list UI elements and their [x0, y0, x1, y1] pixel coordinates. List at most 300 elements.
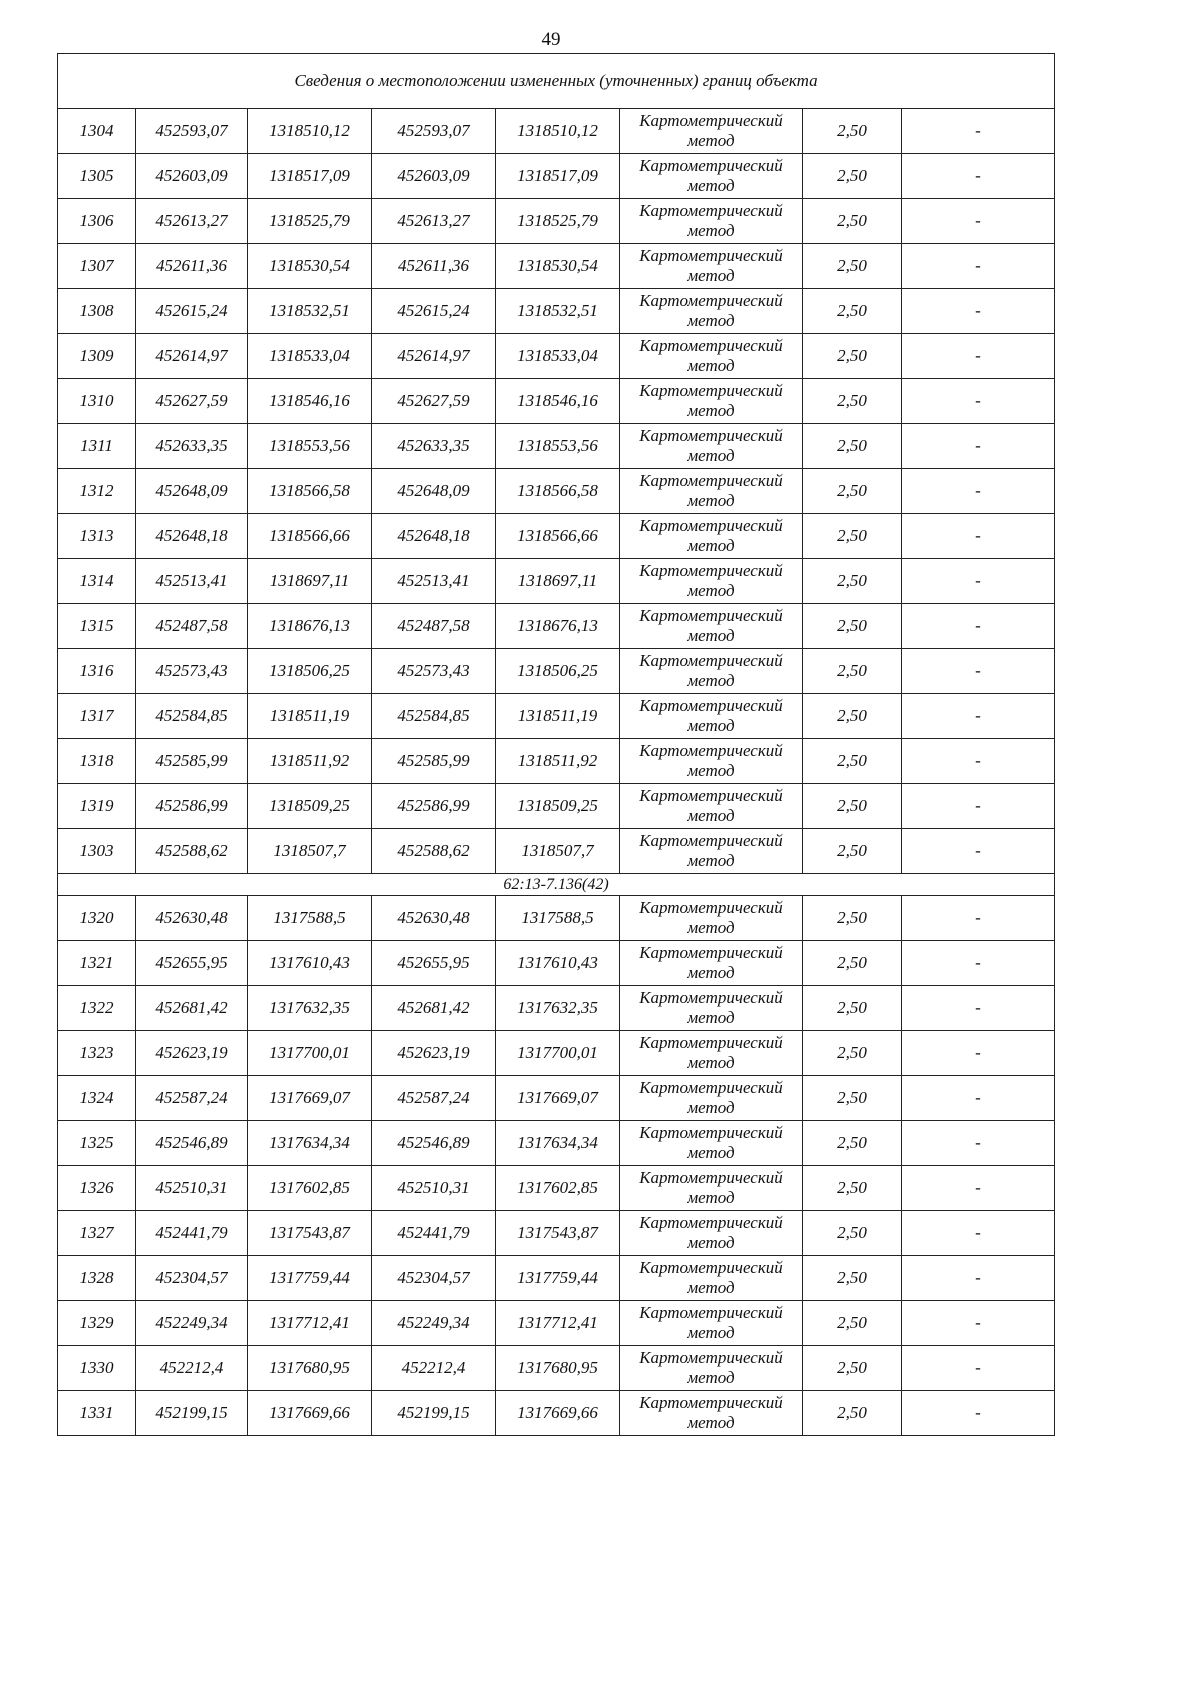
- y-new-cell: 1317759,44: [496, 1256, 620, 1301]
- method-line-1: Картометрический: [639, 741, 783, 760]
- y-existing-cell: 1318507,7: [248, 829, 372, 874]
- y-new-cell: 1318509,25: [496, 784, 620, 829]
- accuracy-cell: 2,50: [803, 199, 902, 244]
- y-existing-cell: 1318566,58: [248, 469, 372, 514]
- description-cell: -: [902, 469, 1055, 514]
- y-new-cell: 1318546,16: [496, 379, 620, 424]
- point-number-cell: 1308: [58, 289, 136, 334]
- method-cell: [620, 244, 803, 289]
- accuracy-cell: 2,50: [803, 1256, 902, 1301]
- method-line-1: Картометрический: [639, 651, 783, 670]
- x-new-cell: 452510,31: [372, 1166, 496, 1211]
- y-new-cell: 1317588,5: [496, 896, 620, 941]
- x-new-cell: 452615,24: [372, 289, 496, 334]
- accuracy-cell: 2,50: [803, 941, 902, 986]
- method-line-1: Картометрический: [639, 696, 783, 715]
- method-line-2: метод: [687, 356, 735, 375]
- x-existing-cell: 452588,62: [136, 829, 248, 874]
- method-line-2: метод: [687, 446, 735, 465]
- y-existing-cell: 1318511,19: [248, 694, 372, 739]
- point-number-cell: 1329: [58, 1301, 136, 1346]
- y-existing-cell: 1318676,13: [248, 604, 372, 649]
- point-number-cell: 1307: [58, 244, 136, 289]
- x-existing-cell: 452613,27: [136, 199, 248, 244]
- method-cell: [620, 514, 803, 559]
- x-existing-cell: 452304,57: [136, 1256, 248, 1301]
- x-existing-cell: 452441,79: [136, 1211, 248, 1256]
- method-cell: [620, 739, 803, 784]
- table-row: [58, 244, 1055, 289]
- y-new-cell: 1318510,12: [496, 109, 620, 154]
- accuracy-cell: 2,50: [803, 694, 902, 739]
- method-line-1: Картометрический: [639, 426, 783, 445]
- description-cell: -: [902, 604, 1055, 649]
- table-row: [58, 514, 1055, 559]
- description-cell: -: [902, 649, 1055, 694]
- point-number-cell: 1309: [58, 334, 136, 379]
- method-cell: [620, 469, 803, 514]
- method-cell: [620, 199, 803, 244]
- method-line-2: метод: [687, 1278, 735, 1297]
- table-row: [58, 424, 1055, 469]
- y-existing-cell: 1317588,5: [248, 896, 372, 941]
- y-existing-cell: 1318510,12: [248, 109, 372, 154]
- point-number-cell: 1321: [58, 941, 136, 986]
- description-cell: -: [902, 154, 1055, 199]
- description-cell: -: [902, 829, 1055, 874]
- table-row: [58, 1391, 1055, 1436]
- x-new-cell: 452199,15: [372, 1391, 496, 1436]
- method-line-2: метод: [687, 716, 735, 735]
- method-line-2: метод: [687, 131, 735, 150]
- method-line-2: метод: [687, 918, 735, 937]
- method-cell: [620, 1391, 803, 1436]
- table-row: [58, 379, 1055, 424]
- description-cell: -: [902, 289, 1055, 334]
- x-existing-cell: 452546,89: [136, 1121, 248, 1166]
- accuracy-cell: 2,50: [803, 244, 902, 289]
- method-line-2: метод: [687, 806, 735, 825]
- method-line-2: метод: [687, 536, 735, 555]
- method-line-2: метод: [687, 1188, 735, 1207]
- point-number-cell: 1314: [58, 559, 136, 604]
- method-line-2: метод: [687, 963, 735, 982]
- method-line-1: Картометрический: [639, 1213, 783, 1232]
- method-cell: [620, 1076, 803, 1121]
- point-number-cell: 1325: [58, 1121, 136, 1166]
- description-cell: -: [902, 514, 1055, 559]
- table-row: [58, 649, 1055, 694]
- accuracy-cell: 2,50: [803, 334, 902, 379]
- point-number-cell: 1322: [58, 986, 136, 1031]
- table-row: [58, 109, 1055, 154]
- point-number-cell: 1306: [58, 199, 136, 244]
- point-number-cell: 1304: [58, 109, 136, 154]
- y-new-cell: 1318553,56: [496, 424, 620, 469]
- method-line-2: метод: [687, 491, 735, 510]
- table-row: [58, 784, 1055, 829]
- table-row: [58, 1301, 1055, 1346]
- method-line-1: Картометрический: [639, 201, 783, 220]
- accuracy-cell: 2,50: [803, 109, 902, 154]
- y-existing-cell: 1318697,11: [248, 559, 372, 604]
- method-line-2: метод: [687, 1413, 735, 1432]
- point-number-cell: 1313: [58, 514, 136, 559]
- description-cell: -: [902, 424, 1055, 469]
- table-row: [58, 941, 1055, 986]
- table-row: [58, 469, 1055, 514]
- x-existing-cell: 452630,48: [136, 896, 248, 941]
- method-line-1: Картометрический: [639, 1078, 783, 1097]
- table-row: [58, 829, 1055, 874]
- point-number-cell: 1320: [58, 896, 136, 941]
- accuracy-cell: 2,50: [803, 1301, 902, 1346]
- accuracy-cell: 2,50: [803, 559, 902, 604]
- x-existing-cell: 452615,24: [136, 289, 248, 334]
- accuracy-cell: 2,50: [803, 1391, 902, 1436]
- table-row: [58, 1166, 1055, 1211]
- accuracy-cell: 2,50: [803, 1121, 902, 1166]
- method-line-2: метод: [687, 626, 735, 645]
- y-existing-cell: 1318533,04: [248, 334, 372, 379]
- method-line-2: метод: [687, 851, 735, 870]
- y-existing-cell: 1317602,85: [248, 1166, 372, 1211]
- y-new-cell: 1318507,7: [496, 829, 620, 874]
- y-new-cell: 1317634,34: [496, 1121, 620, 1166]
- method-cell: [620, 1166, 803, 1211]
- method-cell: [620, 289, 803, 334]
- x-existing-cell: 452614,97: [136, 334, 248, 379]
- x-new-cell: 452587,24: [372, 1076, 496, 1121]
- y-existing-cell: 1318532,51: [248, 289, 372, 334]
- y-existing-cell: 1318566,66: [248, 514, 372, 559]
- method-line-2: метод: [687, 1098, 735, 1117]
- y-new-cell: 1318511,92: [496, 739, 620, 784]
- x-new-cell: 452633,35: [372, 424, 496, 469]
- y-new-cell: 1318566,66: [496, 514, 620, 559]
- table-title: Сведения о местоположении измененных (уточненных) границ объекта: [58, 54, 1055, 109]
- description-cell: -: [902, 1031, 1055, 1076]
- y-existing-cell: 1318517,09: [248, 154, 372, 199]
- y-new-cell: 1318532,51: [496, 289, 620, 334]
- method-line-1: Картометрический: [639, 336, 783, 355]
- method-line-1: Картометрический: [639, 111, 783, 130]
- description-cell: -: [902, 244, 1055, 289]
- accuracy-cell: 2,50: [803, 469, 902, 514]
- x-existing-cell: 452648,09: [136, 469, 248, 514]
- y-new-cell: 1317610,43: [496, 941, 620, 986]
- point-number-cell: 1328: [58, 1256, 136, 1301]
- method-cell: [620, 829, 803, 874]
- accuracy-cell: 2,50: [803, 739, 902, 784]
- method-cell: [620, 154, 803, 199]
- y-existing-cell: 1318506,25: [248, 649, 372, 694]
- point-number-cell: 1310: [58, 379, 136, 424]
- x-new-cell: 452573,43: [372, 649, 496, 694]
- accuracy-cell: 2,50: [803, 1166, 902, 1211]
- point-number-cell: 1312: [58, 469, 136, 514]
- method-line-1: Картометрический: [639, 786, 783, 805]
- y-existing-cell: 1317632,35: [248, 986, 372, 1031]
- x-new-cell: 452441,79: [372, 1211, 496, 1256]
- point-number-cell: 1316: [58, 649, 136, 694]
- y-new-cell: 1317680,95: [496, 1346, 620, 1391]
- point-number-cell: 1331: [58, 1391, 136, 1436]
- description-cell: -: [902, 1346, 1055, 1391]
- y-new-cell: 1318517,09: [496, 154, 620, 199]
- table-row: [58, 1031, 1055, 1076]
- method-line-2: метод: [687, 1368, 735, 1387]
- method-cell: [620, 559, 803, 604]
- description-cell: -: [902, 1166, 1055, 1211]
- x-new-cell: 452603,09: [372, 154, 496, 199]
- method-line-2: метод: [687, 1053, 735, 1072]
- accuracy-cell: 2,50: [803, 784, 902, 829]
- table-row: [58, 1256, 1055, 1301]
- description-cell: -: [902, 1256, 1055, 1301]
- accuracy-cell: 2,50: [803, 1346, 902, 1391]
- method-line-1: Картометрический: [639, 516, 783, 535]
- x-new-cell: 452648,18: [372, 514, 496, 559]
- table-row: [58, 604, 1055, 649]
- accuracy-cell: 2,50: [803, 424, 902, 469]
- table-row: [58, 1346, 1055, 1391]
- y-existing-cell: 1317669,66: [248, 1391, 372, 1436]
- method-line-2: метод: [687, 671, 735, 690]
- accuracy-cell: 2,50: [803, 379, 902, 424]
- x-existing-cell: 452199,15: [136, 1391, 248, 1436]
- accuracy-cell: 2,50: [803, 829, 902, 874]
- y-new-cell: 1318566,58: [496, 469, 620, 514]
- method-line-2: метод: [687, 401, 735, 420]
- y-new-cell: 1318525,79: [496, 199, 620, 244]
- cadastral-number-label: 62:13-7.136(42): [58, 874, 1055, 896]
- table-row: [58, 896, 1055, 941]
- x-existing-cell: 452655,95: [136, 941, 248, 986]
- method-cell: [620, 784, 803, 829]
- x-existing-cell: 452584,85: [136, 694, 248, 739]
- description-cell: -: [902, 784, 1055, 829]
- y-existing-cell: 1318511,92: [248, 739, 372, 784]
- y-new-cell: 1318530,54: [496, 244, 620, 289]
- table-row: [58, 559, 1055, 604]
- y-new-cell: 1318511,19: [496, 694, 620, 739]
- method-cell: [620, 694, 803, 739]
- y-existing-cell: 1317680,95: [248, 1346, 372, 1391]
- y-new-cell: 1318533,04: [496, 334, 620, 379]
- y-new-cell: 1317700,01: [496, 1031, 620, 1076]
- method-line-1: Картометрический: [639, 1123, 783, 1142]
- point-number-cell: 1327: [58, 1211, 136, 1256]
- x-existing-cell: 452249,34: [136, 1301, 248, 1346]
- y-existing-cell: 1317700,01: [248, 1031, 372, 1076]
- point-number-cell: 1317: [58, 694, 136, 739]
- point-number-cell: 1318: [58, 739, 136, 784]
- x-existing-cell: 452587,24: [136, 1076, 248, 1121]
- x-new-cell: 452584,85: [372, 694, 496, 739]
- description-cell: -: [902, 1076, 1055, 1121]
- description-cell: -: [902, 379, 1055, 424]
- x-existing-cell: 452573,43: [136, 649, 248, 694]
- x-existing-cell: 452623,19: [136, 1031, 248, 1076]
- x-existing-cell: 452510,31: [136, 1166, 248, 1211]
- method-line-2: метод: [687, 1008, 735, 1027]
- y-new-cell: 1317669,07: [496, 1076, 620, 1121]
- method-cell: [620, 334, 803, 379]
- method-line-1: Картометрический: [639, 156, 783, 175]
- method-line-1: Картометрический: [639, 988, 783, 1007]
- y-existing-cell: 1317759,44: [248, 1256, 372, 1301]
- method-cell: [620, 986, 803, 1031]
- method-cell: [620, 1211, 803, 1256]
- x-existing-cell: 452681,42: [136, 986, 248, 1031]
- x-existing-cell: 452633,35: [136, 424, 248, 469]
- method-line-1: Картометрический: [639, 471, 783, 490]
- y-new-cell: 1317632,35: [496, 986, 620, 1031]
- method-line-1: Картометрический: [639, 1393, 783, 1412]
- y-existing-cell: 1317669,07: [248, 1076, 372, 1121]
- page-number: 49: [541, 29, 561, 50]
- x-new-cell: 452655,95: [372, 941, 496, 986]
- x-existing-cell: 452648,18: [136, 514, 248, 559]
- method-cell: [620, 1346, 803, 1391]
- boundary-coordinates-table: [57, 53, 1055, 1436]
- y-existing-cell: 1318509,25: [248, 784, 372, 829]
- description-cell: -: [902, 1301, 1055, 1346]
- method-line-2: метод: [687, 581, 735, 600]
- point-number-cell: 1315: [58, 604, 136, 649]
- x-existing-cell: 452586,99: [136, 784, 248, 829]
- x-existing-cell: 452603,09: [136, 154, 248, 199]
- description-cell: -: [902, 941, 1055, 986]
- description-cell: -: [902, 739, 1055, 784]
- x-existing-cell: 452513,41: [136, 559, 248, 604]
- method-cell: [620, 941, 803, 986]
- x-existing-cell: 452593,07: [136, 109, 248, 154]
- method-line-2: метод: [687, 221, 735, 240]
- table-row: [58, 1211, 1055, 1256]
- x-existing-cell: 452627,59: [136, 379, 248, 424]
- method-line-1: Картометрический: [639, 943, 783, 962]
- method-cell: [620, 896, 803, 941]
- method-cell: [620, 604, 803, 649]
- x-new-cell: 452627,59: [372, 379, 496, 424]
- x-new-cell: 452623,19: [372, 1031, 496, 1076]
- method-line-1: Картометрический: [639, 606, 783, 625]
- x-existing-cell: 452212,4: [136, 1346, 248, 1391]
- x-new-cell: 452586,99: [372, 784, 496, 829]
- accuracy-cell: 2,50: [803, 896, 902, 941]
- y-existing-cell: 1317712,41: [248, 1301, 372, 1346]
- accuracy-cell: 2,50: [803, 604, 902, 649]
- accuracy-cell: 2,50: [803, 1031, 902, 1076]
- x-existing-cell: 452585,99: [136, 739, 248, 784]
- description-cell: -: [902, 559, 1055, 604]
- method-line-1: Картометрический: [639, 291, 783, 310]
- point-number-cell: 1311: [58, 424, 136, 469]
- table-row: [58, 199, 1055, 244]
- table-row: [58, 334, 1055, 379]
- description-cell: -: [902, 896, 1055, 941]
- section-header-row: [58, 874, 1055, 896]
- x-new-cell: 452630,48: [372, 896, 496, 941]
- accuracy-cell: 2,50: [803, 649, 902, 694]
- point-number-cell: 1319: [58, 784, 136, 829]
- method-cell: [620, 424, 803, 469]
- point-number-cell: 1324: [58, 1076, 136, 1121]
- y-new-cell: 1317712,41: [496, 1301, 620, 1346]
- y-existing-cell: 1317634,34: [248, 1121, 372, 1166]
- y-existing-cell: 1318546,16: [248, 379, 372, 424]
- method-cell: [620, 1031, 803, 1076]
- description-cell: -: [902, 694, 1055, 739]
- x-new-cell: 452487,58: [372, 604, 496, 649]
- accuracy-cell: 2,50: [803, 514, 902, 559]
- x-new-cell: 452212,4: [372, 1346, 496, 1391]
- method-line-1: Картометрический: [639, 1258, 783, 1277]
- x-new-cell: 452304,57: [372, 1256, 496, 1301]
- x-new-cell: 452611,36: [372, 244, 496, 289]
- method-line-1: Картометрический: [639, 898, 783, 917]
- method-cell: [620, 1301, 803, 1346]
- description-cell: -: [902, 1121, 1055, 1166]
- x-existing-cell: 452487,58: [136, 604, 248, 649]
- method-line-2: метод: [687, 266, 735, 285]
- method-line-1: Картометрический: [639, 831, 783, 850]
- x-new-cell: 452588,62: [372, 829, 496, 874]
- method-line-2: метод: [687, 1143, 735, 1162]
- table-title-row: [58, 54, 1055, 109]
- x-new-cell: 452681,42: [372, 986, 496, 1031]
- method-line-1: Картометрический: [639, 1168, 783, 1187]
- method-cell: [620, 1256, 803, 1301]
- accuracy-cell: 2,50: [803, 1076, 902, 1121]
- description-cell: -: [902, 109, 1055, 154]
- method-cell: [620, 379, 803, 424]
- y-new-cell: 1318506,25: [496, 649, 620, 694]
- y-new-cell: 1317602,85: [496, 1166, 620, 1211]
- method-line-1: Картометрический: [639, 561, 783, 580]
- y-new-cell: 1318697,11: [496, 559, 620, 604]
- point-number-cell: 1303: [58, 829, 136, 874]
- x-existing-cell: 452611,36: [136, 244, 248, 289]
- description-cell: -: [902, 1211, 1055, 1256]
- point-number-cell: 1305: [58, 154, 136, 199]
- x-new-cell: 452593,07: [372, 109, 496, 154]
- x-new-cell: 452585,99: [372, 739, 496, 784]
- x-new-cell: 452546,89: [372, 1121, 496, 1166]
- accuracy-cell: 2,50: [803, 1211, 902, 1256]
- point-number-cell: 1323: [58, 1031, 136, 1076]
- x-new-cell: 452648,09: [372, 469, 496, 514]
- accuracy-cell: 2,50: [803, 154, 902, 199]
- accuracy-cell: 2,50: [803, 289, 902, 334]
- y-existing-cell: 1317543,87: [248, 1211, 372, 1256]
- y-existing-cell: 1318525,79: [248, 199, 372, 244]
- table-row: [58, 289, 1055, 334]
- method-line-2: метод: [687, 176, 735, 195]
- method-line-1: Картометрический: [639, 1348, 783, 1367]
- y-existing-cell: 1318530,54: [248, 244, 372, 289]
- method-cell: [620, 109, 803, 154]
- y-new-cell: 1317669,66: [496, 1391, 620, 1436]
- description-cell: -: [902, 199, 1055, 244]
- table-row: [58, 1076, 1055, 1121]
- method-line-2: метод: [687, 1323, 735, 1342]
- method-line-1: Картометрический: [639, 381, 783, 400]
- y-existing-cell: 1318553,56: [248, 424, 372, 469]
- x-new-cell: 452614,97: [372, 334, 496, 379]
